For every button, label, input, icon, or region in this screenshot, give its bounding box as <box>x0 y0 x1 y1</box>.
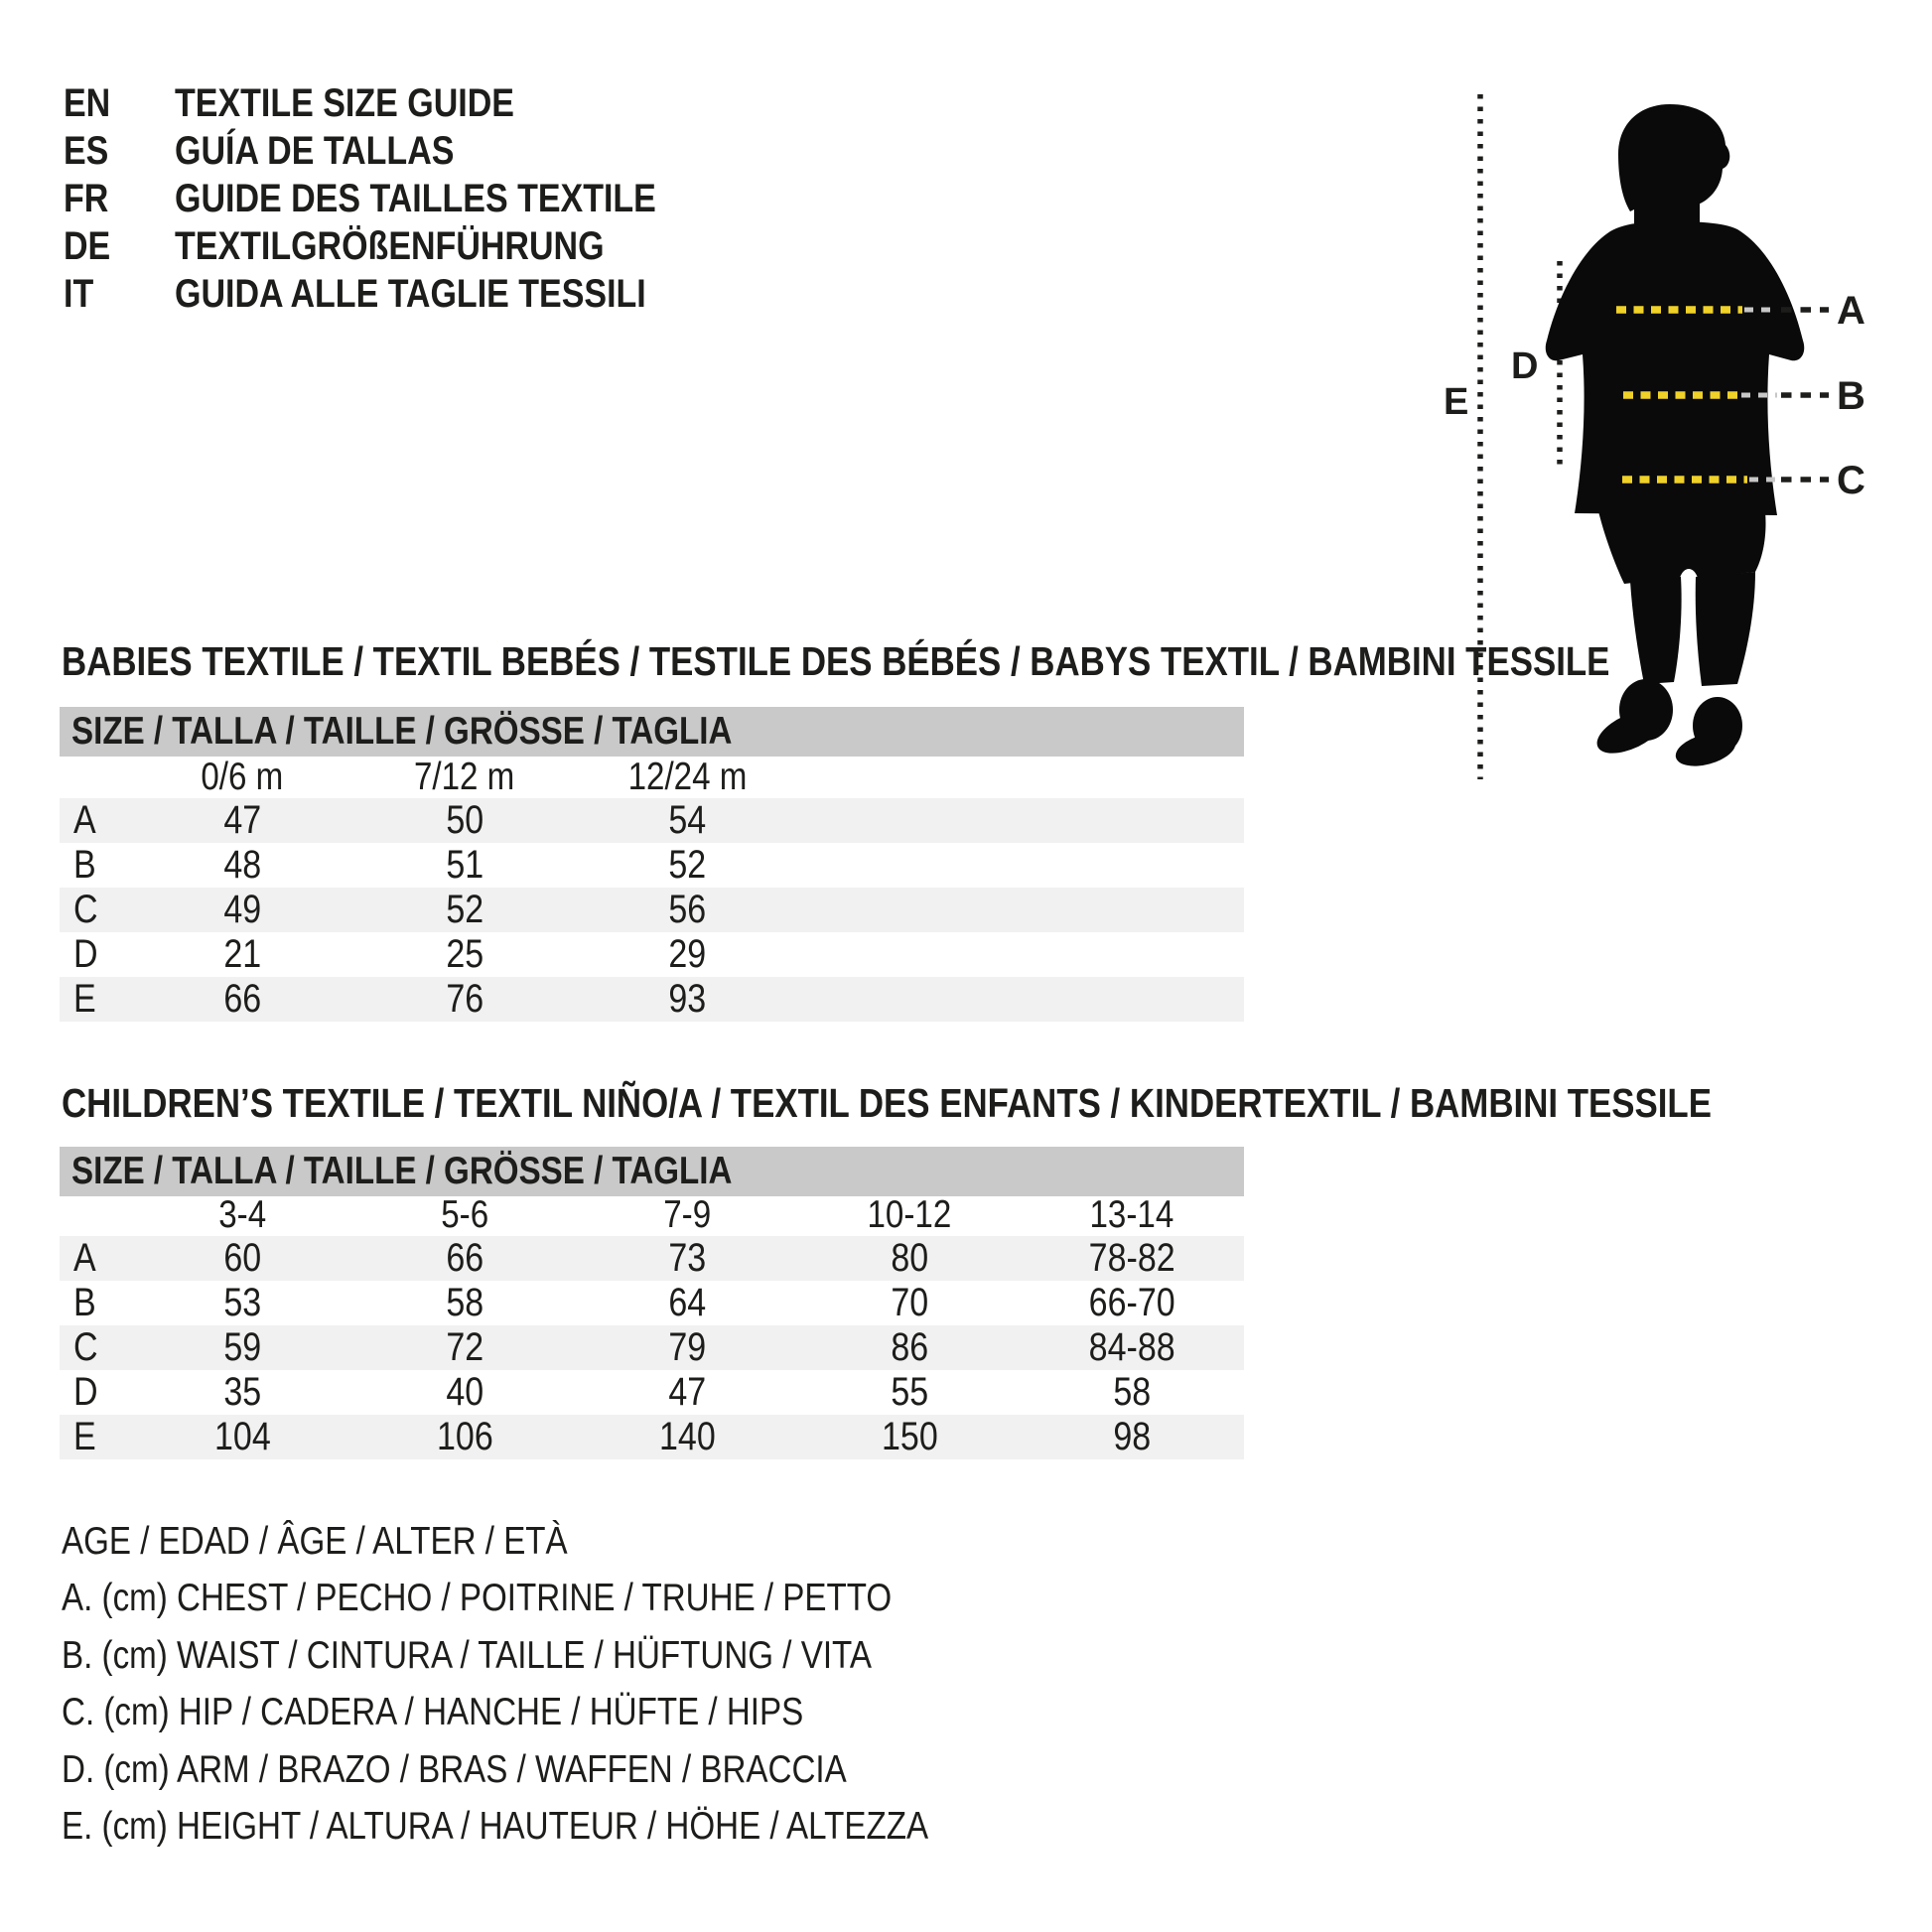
children-column-header-row <box>60 1194 1244 1236</box>
babies-section-heading: BABIES TEXTILE / TEXTIL BEBÉS / TESTILE DES BÉBÉS / BABYS TEXTIL / BAMBINI TESSILE <box>62 638 1610 684</box>
row-label: E <box>73 1415 96 1458</box>
measurement-legend <box>62 1513 1081 1856</box>
row-label: C <box>73 1325 98 1369</box>
table-row-b <box>60 843 1244 888</box>
child-measurement-diagram <box>1436 55 1932 814</box>
legend-line-height: E. (cm) HEIGHT / ALTURA / HAUTEUR / HÖHE / ALTEZZA <box>62 1805 929 1849</box>
size-cell: 84-88 <box>1088 1325 1175 1369</box>
size-cell: 150 <box>881 1415 938 1458</box>
children-section-heading: CHILDREN’S TEXTILE / TEXTIL NIÑO/A / TEXTIL DES ENFANTS / KINDERTEXTIL / BAMBINI TESSILE <box>62 1080 1712 1126</box>
language-title: GUIDE DES TAILLES TEXTILE <box>175 176 656 220</box>
size-cell: 93 <box>668 977 706 1021</box>
size-cell: 86 <box>891 1325 928 1369</box>
language-title-list <box>64 79 741 318</box>
language-title: TEXTILGRÖßENFÜHRUNG <box>175 223 605 268</box>
table-row-b <box>60 1281 1244 1325</box>
table-row-a <box>60 798 1244 843</box>
babies-size-header-bar: SIZE / TALLA / TAILLE / GRÖSSE / TAGLIA <box>60 707 1244 757</box>
size-cell: 40 <box>446 1370 483 1414</box>
language-row-it <box>64 270 741 318</box>
table-row-e <box>60 977 1244 1022</box>
language-title: GUÍA DE TALLAS <box>175 128 455 173</box>
language-code: IT <box>64 271 94 316</box>
row-label: B <box>73 843 96 887</box>
size-cell: 80 <box>891 1236 928 1280</box>
legend-line-waist: B. (cm) WAIST / CINTURA / TAILLE / HÜFTUNG / VITA <box>62 1633 872 1677</box>
size-cell: 48 <box>223 843 261 887</box>
legend-line-age: AGE / EDAD / ÂGE / ALTER / ETÀ <box>62 1519 568 1563</box>
column-header: 13-14 <box>1089 1193 1174 1236</box>
size-cell: 106 <box>436 1415 493 1458</box>
size-cell: 64 <box>668 1281 706 1324</box>
label-a: A <box>1837 289 1865 333</box>
size-cell: 47 <box>223 798 261 842</box>
language-code: EN <box>64 80 111 125</box>
children-size-header-bar: SIZE / TALLA / TAILLE / GRÖSSE / TAGLIA <box>60 1147 1244 1196</box>
legend-line-chest: A. (cm) CHEST / PECHO / POITRINE / TRUHE / PETTO <box>62 1577 893 1620</box>
size-cell: 53 <box>223 1281 261 1324</box>
column-header: 7/12 m <box>414 756 515 798</box>
size-cell: 54 <box>668 798 706 842</box>
table-row-c <box>60 888 1244 932</box>
column-header: 10-12 <box>867 1193 952 1236</box>
language-row-de <box>64 222 741 270</box>
row-label: D <box>73 932 98 976</box>
size-cell: 76 <box>446 977 483 1021</box>
row-label: A <box>73 1236 96 1280</box>
label-e: E <box>1444 381 1469 423</box>
language-title: GUIDA ALLE TAGLIE TESSILI <box>175 271 646 316</box>
size-cell: 60 <box>223 1236 261 1280</box>
language-code: FR <box>64 176 109 220</box>
size-cell: 58 <box>1113 1370 1151 1414</box>
legend-line-arm: D. (cm) ARM / BRAZO / BRAS / WAFFEN / BRACCIA <box>62 1747 847 1791</box>
size-cell: 56 <box>668 888 706 931</box>
size-cell: 66 <box>223 977 261 1021</box>
column-header: 5-6 <box>441 1193 488 1236</box>
label-b: B <box>1837 374 1865 418</box>
size-cell: 55 <box>891 1370 928 1414</box>
column-header: 12/24 m <box>627 756 747 798</box>
size-cell: 140 <box>658 1415 716 1458</box>
children-size-table <box>60 1194 1244 1459</box>
silhouette-torso <box>1546 221 1805 515</box>
table-row-a <box>60 1236 1244 1281</box>
row-label: D <box>73 1370 98 1414</box>
legend-line-hip: C. (cm) HIP / CADERA / HANCHE / HÜFTE / HIPS <box>62 1691 804 1734</box>
language-code: ES <box>64 128 109 173</box>
table-row-d <box>60 932 1244 977</box>
size-cell: 98 <box>1113 1415 1151 1458</box>
column-header: 3-4 <box>218 1193 266 1236</box>
table-row-d <box>60 1370 1244 1415</box>
size-cell: 78-82 <box>1088 1236 1175 1280</box>
column-header: 0/6 m <box>201 756 284 798</box>
size-cell: 51 <box>446 843 483 887</box>
language-row-es <box>64 127 741 175</box>
size-cell: 58 <box>446 1281 483 1324</box>
size-cell: 35 <box>223 1370 261 1414</box>
size-cell: 70 <box>891 1281 928 1324</box>
size-cell: 66 <box>446 1236 483 1280</box>
babies-size-table <box>60 757 1244 1022</box>
babies-column-header-row <box>60 757 1244 798</box>
language-row-fr <box>64 175 741 222</box>
size-cell: 104 <box>213 1415 271 1458</box>
column-header: 7-9 <box>663 1193 711 1236</box>
language-title: TEXTILE SIZE GUIDE <box>175 80 514 125</box>
table-row-c <box>60 1325 1244 1370</box>
label-c: C <box>1837 459 1865 502</box>
size-cell: 72 <box>446 1325 483 1369</box>
size-cell: 52 <box>668 843 706 887</box>
row-label: A <box>73 798 96 842</box>
size-cell: 47 <box>668 1370 706 1414</box>
size-cell: 49 <box>223 888 261 931</box>
size-cell: 29 <box>668 932 706 976</box>
row-label: C <box>73 888 98 931</box>
row-label: E <box>73 977 96 1021</box>
silhouette-shorts <box>1598 511 1766 584</box>
language-code: DE <box>64 223 111 268</box>
label-d: D <box>1511 345 1539 387</box>
row-label: B <box>73 1281 96 1324</box>
size-cell: 25 <box>446 932 483 976</box>
size-cell: 59 <box>223 1325 261 1369</box>
table-row-e <box>60 1415 1244 1459</box>
size-cell: 79 <box>668 1325 706 1369</box>
size-cell: 52 <box>446 888 483 931</box>
size-cell: 21 <box>223 932 261 976</box>
size-cell: 66-70 <box>1088 1281 1175 1324</box>
size-cell: 73 <box>668 1236 706 1280</box>
language-row-en <box>64 79 741 127</box>
size-cell: 50 <box>446 798 483 842</box>
